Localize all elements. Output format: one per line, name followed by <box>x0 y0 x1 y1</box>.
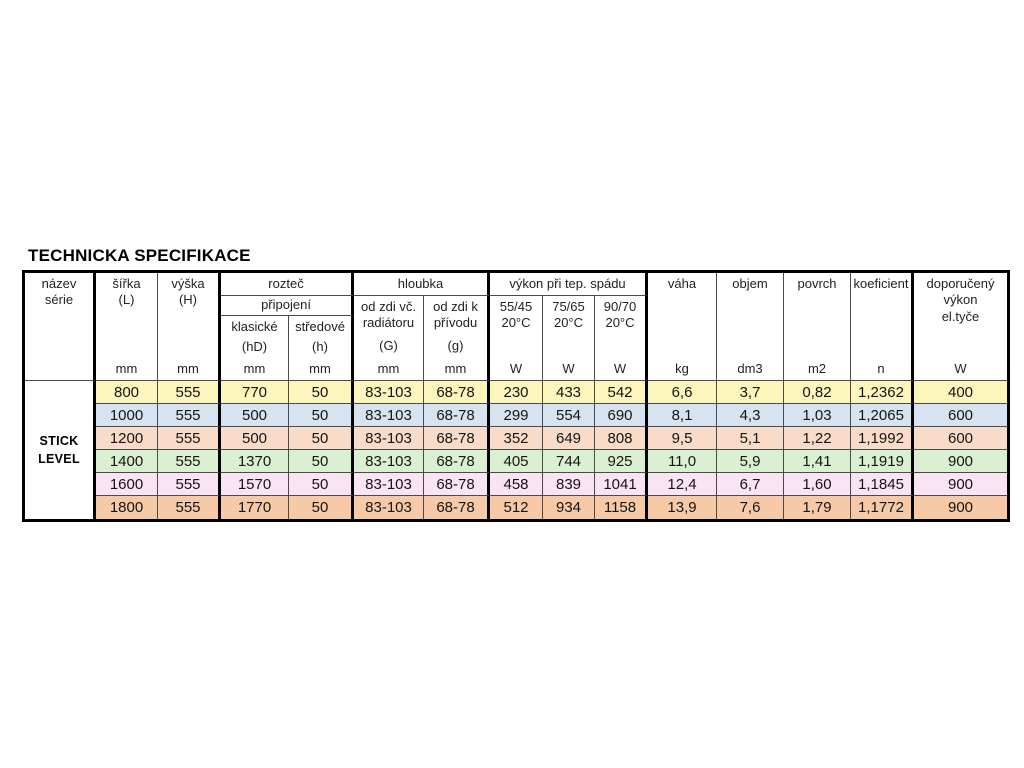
table-cell: 6,6 <box>648 381 717 404</box>
table-cell: 555 <box>158 404 221 427</box>
table-cell: 1370 <box>221 450 289 473</box>
table-cell: 900 <box>914 473 1007 496</box>
header-line: (hD) <box>241 339 268 355</box>
header-line: klasické <box>231 319 278 334</box>
unit-label: kg <box>675 360 689 376</box>
table-cell: 352 <box>490 427 543 450</box>
table-cell: 555 <box>158 427 221 450</box>
table-cell: 83-103 <box>354 381 424 404</box>
series-name-line: STICK <box>39 433 79 448</box>
unit-label: mm <box>177 360 199 376</box>
group-header-vykon <box>490 273 648 296</box>
spec-section <box>22 246 1010 522</box>
table-cell: 1041 <box>595 473 648 496</box>
unit-label: mm <box>243 360 266 376</box>
table-cell: 230 <box>490 381 543 404</box>
table-cell: 1158 <box>595 496 648 519</box>
table-cell: 68-78 <box>424 450 490 473</box>
col-header-vyska <box>158 273 221 381</box>
header-line: středové <box>295 319 345 334</box>
table-cell: 0,82 <box>784 381 851 404</box>
table-cell: 1,41 <box>784 450 851 473</box>
table-cell: 1,1992 <box>851 427 914 450</box>
table-cell: 1800 <box>96 496 158 519</box>
table-cell: 5,9 <box>717 450 784 473</box>
table-cell: 500 <box>221 427 289 450</box>
header-line: série <box>44 292 74 308</box>
header-line: 20°C <box>605 315 635 331</box>
col-header-povrch <box>784 273 851 381</box>
header-line: objem <box>732 276 768 291</box>
header-line: výška <box>171 276 205 291</box>
table-cell: 542 <box>595 381 648 404</box>
table-cell: 12,4 <box>648 473 717 496</box>
header-line: od zdi vč. <box>361 299 416 314</box>
table-cell: 925 <box>595 450 648 473</box>
header-line: 20°C <box>553 315 584 331</box>
table-cell: 1200 <box>96 427 158 450</box>
table-cell: 68-78 <box>424 381 490 404</box>
header-line: hloubka <box>397 275 444 291</box>
table-cell: 600 <box>914 427 1007 450</box>
unit-label: mm <box>444 360 467 376</box>
col-header-objem <box>717 273 784 381</box>
table-cell: 1,2065 <box>851 404 914 427</box>
table-cell: 1,22 <box>784 427 851 450</box>
table-cell: 1000 <box>96 404 158 427</box>
table-cell: 649 <box>543 427 595 450</box>
table-cell: 400 <box>914 381 1007 404</box>
unit-label: W <box>954 360 967 376</box>
col-header-stredove <box>289 316 354 381</box>
table-cell: 555 <box>158 496 221 519</box>
table-cell: 3,7 <box>717 381 784 404</box>
header-line: výkon <box>943 292 978 308</box>
table-cell: 9,5 <box>648 427 717 450</box>
series-name-line: LEVEL <box>38 452 80 466</box>
table-cell: 839 <box>543 473 595 496</box>
col-header-spad-90-70 <box>595 296 648 381</box>
table-cell: 744 <box>543 450 595 473</box>
table-cell: 900 <box>914 450 1007 473</box>
header-line: výkon při tep. spádu <box>509 275 626 291</box>
header-line: 75/65 <box>552 299 585 314</box>
col-header-spad-55-45 <box>490 296 543 381</box>
table-cell: 50 <box>289 496 354 519</box>
table-cell: 600 <box>914 404 1007 427</box>
table-cell: 83-103 <box>354 496 424 519</box>
table-cell: 555 <box>158 381 221 404</box>
table-cell: 433 <box>543 381 595 404</box>
table-cell: 512 <box>490 496 543 519</box>
header-line: připojení <box>261 297 311 313</box>
table-cell: 83-103 <box>354 450 424 473</box>
table-cell: 8,1 <box>648 404 717 427</box>
table-cell: 299 <box>490 404 543 427</box>
table-cell: 1570 <box>221 473 289 496</box>
table-cell: 11,0 <box>648 450 717 473</box>
table-cell: 1,60 <box>784 473 851 496</box>
col-header-vaha <box>648 273 717 381</box>
header-line: radiátoru <box>362 315 415 331</box>
table-cell: 7,6 <box>717 496 784 519</box>
table-cell: 555 <box>158 473 221 496</box>
table-cell: 50 <box>289 427 354 450</box>
unit-label: m2 <box>807 360 827 376</box>
col-header-nazev-serie <box>25 273 96 381</box>
table-cell: 1,1845 <box>851 473 914 496</box>
table-cell: 800 <box>96 381 158 404</box>
table-cell: 5,1 <box>717 427 784 450</box>
table-cell: 4,3 <box>717 404 784 427</box>
table-cell: 1600 <box>96 473 158 496</box>
header-line: 20°C <box>501 315 531 331</box>
header-line: el.tyče <box>941 308 980 324</box>
table-cell: 68-78 <box>424 473 490 496</box>
group-header-pripojeni <box>221 296 354 316</box>
header-line: 90/70 <box>603 299 637 314</box>
header-line: (L) <box>118 292 135 308</box>
table-cell: 50 <box>289 381 354 404</box>
header-line: (h) <box>312 339 328 355</box>
table-cell: 13,9 <box>648 496 717 519</box>
header-line: koeficient <box>853 276 909 291</box>
table-cell: 83-103 <box>354 473 424 496</box>
group-header-hloubka <box>354 273 490 296</box>
table-cell: 770 <box>221 381 289 404</box>
table-cell: 83-103 <box>354 404 424 427</box>
col-header-koeficient <box>851 273 914 381</box>
col-header-od-zdi-radiatoru <box>354 296 424 381</box>
col-header-od-zdi-privodu <box>424 296 490 381</box>
header-line: povrch <box>797 276 837 291</box>
header-line: přívodu <box>433 315 478 331</box>
unit-label: mm <box>377 360 400 376</box>
header-line: šířka <box>112 276 141 291</box>
table-cell: 554 <box>543 404 595 427</box>
table-cell: 50 <box>289 450 354 473</box>
table-cell: 83-103 <box>354 427 424 450</box>
header-line: (g) <box>447 337 464 353</box>
header-line: doporučený <box>926 276 995 291</box>
unit-label: W <box>613 360 627 376</box>
table-cell: 1,79 <box>784 496 851 519</box>
col-header-doporuceny-vykon <box>914 273 1007 381</box>
header-line: od zdi k <box>433 299 478 314</box>
table-cell: 808 <box>595 427 648 450</box>
table-cell: 1,2362 <box>851 381 914 404</box>
table-cell: 50 <box>289 473 354 496</box>
unit-label: n <box>877 360 885 376</box>
group-header-roztec <box>221 273 354 296</box>
col-header-klasicke <box>221 316 289 381</box>
table-cell: 405 <box>490 450 543 473</box>
table-cell: 1,1919 <box>851 450 914 473</box>
table-cell: 68-78 <box>424 404 490 427</box>
col-header-sirka <box>96 273 158 381</box>
unit-label: dm3 <box>737 360 763 376</box>
unit-label: mm <box>309 360 331 376</box>
unit-label: mm <box>115 360 138 376</box>
table-cell: 68-78 <box>424 427 490 450</box>
table-cell: 900 <box>914 496 1007 519</box>
table-cell: 555 <box>158 450 221 473</box>
unit-label: W <box>562 360 575 376</box>
table-cell: 500 <box>221 404 289 427</box>
spec-table <box>22 270 1010 522</box>
header-line: 55/45 <box>499 299 533 314</box>
series-name-cell <box>25 381 96 519</box>
header-line: váha <box>667 276 697 291</box>
header-line: (H) <box>178 292 198 308</box>
table-cell: 458 <box>490 473 543 496</box>
table-cell: 690 <box>595 404 648 427</box>
table-cell: 6,7 <box>717 473 784 496</box>
table-cell: 934 <box>543 496 595 519</box>
table-cell: 1400 <box>96 450 158 473</box>
header-line: název <box>41 276 77 291</box>
table-cell: 50 <box>289 404 354 427</box>
table-cell: 1770 <box>221 496 289 519</box>
unit-label: W <box>509 360 523 376</box>
page-title: TECHNICKA SPECIFIKACE <box>28 246 251 265</box>
header-line: rozteč <box>268 275 304 291</box>
col-header-spad-75-65 <box>543 296 595 381</box>
header-line: (G) <box>379 337 398 353</box>
table-cell: 1,1772 <box>851 496 914 519</box>
table-cell: 1,03 <box>784 404 851 427</box>
table-cell: 68-78 <box>424 496 490 519</box>
